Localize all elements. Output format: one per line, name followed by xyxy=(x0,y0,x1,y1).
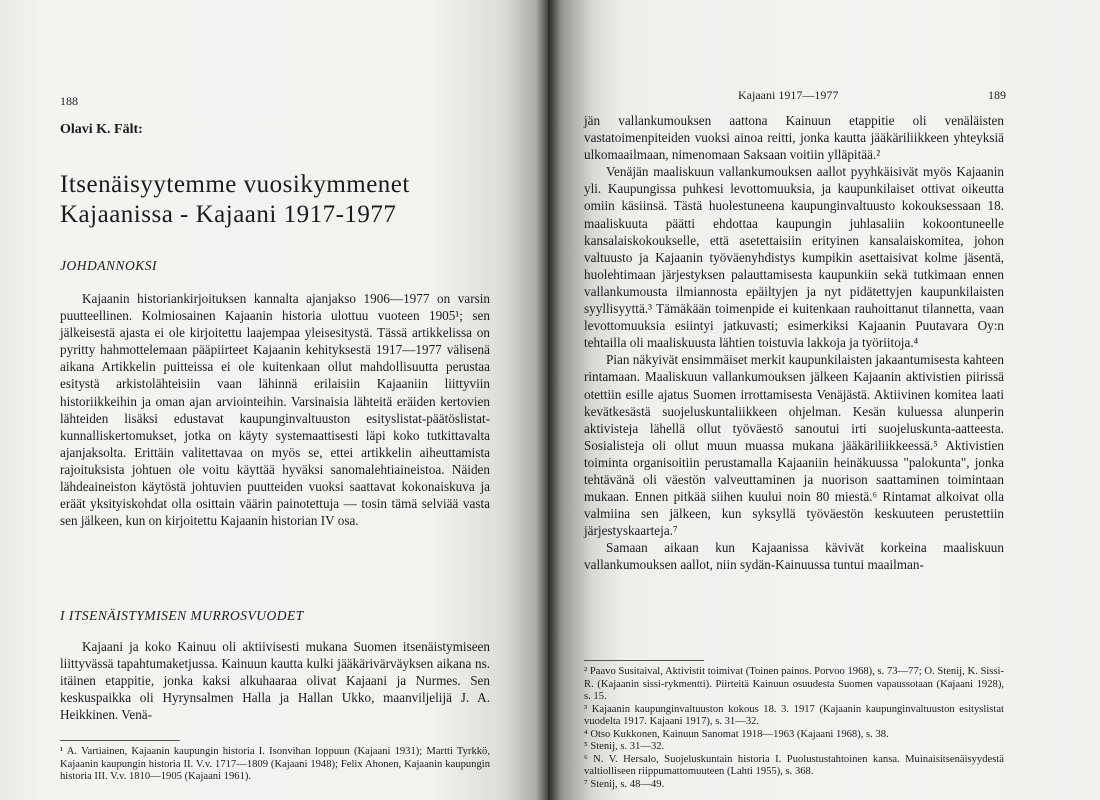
footnote-5: ⁵ Stenij, s. 31—32. xyxy=(584,741,665,752)
article-title xyxy=(60,170,510,230)
intro-heading: JOHDANNOKSI xyxy=(60,258,157,273)
title-line-2: Kajaanissa - Kajaani 1917-1977 xyxy=(60,201,397,228)
footnote-3: ³ Kajaanin kaupunginvaltuuston kokous 18. 3. 1917 (Kajaanin kaupunginvaltuuston esityslistat vuodelta 1917. Kajaani 1917), s. 31—32. xyxy=(584,703,1004,727)
paragraph-1: jän vallankumouksen aattona Kainuun etappitie oli venäläisten vastatoimenpiteiden vuoksi ainoa reitti, jonka kautta jääkäriliikkeen yhteyksiä ulkomaailmaan, nimenomaan Saksaan voitiin ylläpitää.² xyxy=(584,113,1004,163)
footnote-7: ⁷ Stenij, s. 48—49. xyxy=(584,778,665,790)
footnotes-right xyxy=(584,666,1004,791)
footnote-2: ² Paavo Susitaival, Aktivistit toimivat (Toinen painos. Porvoo 1968), s. 73—77; O. Stenij, K. Sissi-R. (Kajaanin sissi-rykmentti). Piirteitä Kainuun osuudesta Suomen vapaussotaan (Kajaani 1928), s. 15. xyxy=(584,666,1004,702)
author-name: Olavi K. Fält: xyxy=(60,122,143,137)
section1-text xyxy=(60,638,490,723)
book-gutter xyxy=(536,0,560,800)
section1-heading: I ITSENÄISTYMISEN MURROSVUODET xyxy=(60,608,304,623)
running-head: Kajaani 1917—1977 xyxy=(738,88,839,102)
paragraph-2: Venäjän maaliskuun vallankumouksen aallot pyyhkäisivät myös Kajaanin yli. Kaupungissa puhkesi levottomuuksia, ja kaupunkilaiset ottivat oikeutta omiin käsiinsä. Tästä huolestuneena kaupunginvaltuusto kokouksessaan 18. maaliskuuta päätti ehdottaa kaupungin juhlasaliin kokoontuneelle kansalaiskokoukselle, että asetettaisiin erityinen kansalaiskomitea, johon valtuusto ja Kajaanin työväenyhdistys kumpikin asettaisivat kolme jäsentä, huolehtimaan järjestyksen palauttamisesta kaupunkiin sekä tutkimaan ennen vallankumousta ilmiannosta epäiltyjen ja nyt pidätettyjen kaupunkilaisten syyllisyyttä.³ Tämäkään toimenpide ei kuitenkaan rauhoittanut tilannetta, vaan levottomuuksia esiintyi jatkuvasti; esimerkiksi Kajaanin Puutavara Oy:n tehtailla oli maaliskuusta lähtien toistuvia lakkoja ja työriitoja.⁴ xyxy=(584,164,1004,351)
footnote-rule-right xyxy=(584,660,704,661)
intro-text xyxy=(60,290,490,529)
left-page xyxy=(0,0,548,800)
footnote-rule-left xyxy=(60,740,180,741)
page-number-left: 188 xyxy=(60,94,78,108)
footnote-4: ⁴ Otso Kukkonen, Kainuun Sanomat 1918—1963 (Kajaani 1968), s. 38. xyxy=(584,728,889,740)
paragraph-3: Pian näkyivät ensimmäiset merkit kaupunkilaisten jakaantumisesta kahteen rintamaan. Maaliskuun vallankumouksen jälkeen Kajaanin aktivistien piirissä otettiin esille ajatus Suomen irrottamisesta Venäjästä. Aktiivinen komitea laati kevätkesästä suojeluskuntaliikkeen ohjelman. Kesän kuluessa alunperin aktivisteja lähellä ollut työväestö sanoutui irti suojeluskunta-aatteesta. Sosialisteja oli ollut muun muassa mukana jääkäriliikkeessä.⁵ Aktivistien toiminta organisoitiin perustamalla Kajaaniin heinäkuussa "palokunta", jonka tehtävänä oli väestön valveuttaminen ja nuorison saattaminen toimintaan mukaan. Ennen pitkää siihen kuului noin 80 miestä.⁶ Rintamat alkoivat olla valmiina sen jälkeen, kun syksyllä työväestön keskuuteen perustettiin järjestyskaarteja.⁷ xyxy=(584,352,1004,539)
intro-paragraph: Kajaanin historiankirjoituksen kannalta ajanjakso 1906—1977 on varsin puutteellinen. Kolmiosainen Kajaanin historia ulottuu vuoteen 1905¹; sen jälkeisestä ajasta ei ole kirjoitettu laajempaa yleisesitystä. Tässä artikkelissa on pyritty hahmottelemaan pääpiirteet Kajaanin kehityksestä 1917—1977 välisenä aikana Artikkelin puitteissa ei ole kuitenkaan ollut mahdollisuutta perustaa esitystä arkistolähteisiin vaan lähinnä erilaisiin Kajaaniin liittyviin historiikkeihin ja oman ajan arviointeihin. Varsinaisia lähteitä eräiden kertovien lähteiden lisäksi edustavat kaupunginvaltuuston esityslistat-päätöslistat-kunnalliskertomukset, jotka on käyty systemaattisesti läpi koko tutkittavalta ajanjaksolta. Erittäin valitettavaa on myös se, ettei artikkelin aiheuttamista rajoituksista johtuen ole voitu käyttää hyväksi sanomalehtiaineistoa. Näiden lähdeaineiston käytöstä johtuvien puutteiden vuoksi saattavat kokonaiskuva ja eräät yksityiskohdat olla osittain väärin painotettuja — tosin tämä selviää vasta sen jälkeen, kun on kirjoitettu Kajaanin historian IV osa. xyxy=(60,291,490,529)
section1-paragraph: Kajaani ja koko Kainuu oli aktiivisesti mukana Suomen itsenäistymiseen liittyvässä tapahtumaketjussa. Kainuun kautta kulki jääkärivärväyksen aikana ns. itäinen etappitie, jonka kaksi alkuhaaraa olivat Kajaani ja Nurmes. Sen keskuspaikka oli Hyrynsalmen Halla ja Hallan Ukko, maanviljelijä J. A. Heikkinen. Venä- xyxy=(60,639,490,723)
footnotes-left xyxy=(60,746,490,784)
page-number-right: 189 xyxy=(988,88,1006,102)
paragraph-4: Samaan aikaan kun Kajaanissa kävivät korkeina maaliskuun vallankumouksen aallot, niin sydän-Kainuussa tuntui maailman- xyxy=(584,540,1004,573)
footnote-1: ¹ A. Vartiainen, Kajaanin kaupungin historia I. Isonvihan loppuun (Kajaani 1931); Martti Tyrkkö, Kajaanin kaupungin historia II. V.v. 1717—1809 (Kajaani 1948); Felix Ahonen, Kajaanin kaupungin historia III. V.v. 1810—1905 (Kajaani 1961). xyxy=(60,746,490,782)
right-body xyxy=(584,112,1004,574)
footnote-6: ⁶ N. V. Hersalo, Suojeluskuntain historia I. Puolustustahtoinen kansa. Muinaisitsenäisyydestä valtiolliseen riippumattomuuteen (Lahti 1955), s. 368. xyxy=(584,753,1004,777)
title-line-1: Itsenäisyytemme vuosikymmenet xyxy=(60,171,410,198)
right-page xyxy=(548,0,1100,800)
